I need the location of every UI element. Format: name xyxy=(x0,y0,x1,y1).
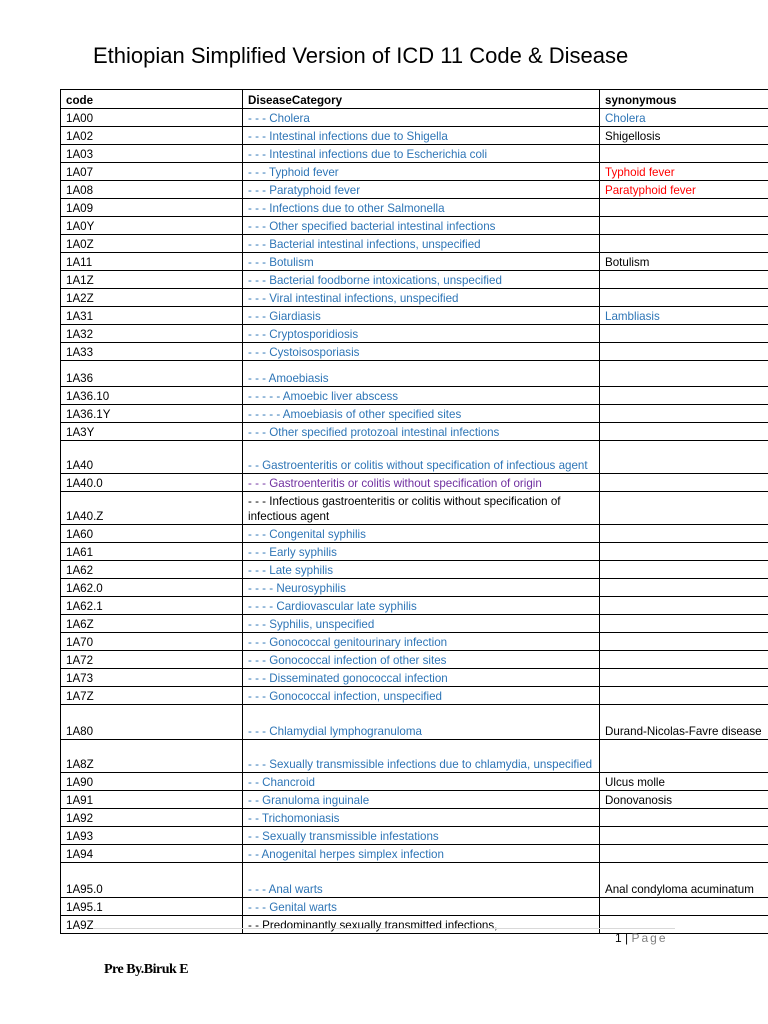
synonymous-cell xyxy=(600,289,768,307)
disease-category-cell: - - Sexually transmissible infestations xyxy=(243,827,600,845)
table-row xyxy=(61,525,768,543)
code-cell: 1A90 xyxy=(61,773,243,791)
table-row xyxy=(61,423,768,441)
code-cell: 1A32 xyxy=(61,325,243,343)
code-cell: 1A9Z xyxy=(61,916,243,934)
disease-category-cell: - - - Viral intestinal infections, unspecified xyxy=(243,289,600,307)
synonymous-cell xyxy=(600,343,768,361)
table-row xyxy=(61,845,768,863)
table-row xyxy=(61,669,768,687)
synonymous-cell xyxy=(600,740,768,773)
table-row xyxy=(61,145,768,163)
code-cell: 1A33 xyxy=(61,343,243,361)
code-cell: 1A73 xyxy=(61,669,243,687)
code-cell: 1A62.1 xyxy=(61,597,243,615)
code-cell: 1A8Z xyxy=(61,740,243,773)
disease-category-cell: - - - Cholera xyxy=(243,109,600,127)
synonymous-cell: Cholera xyxy=(600,109,768,127)
disease-category-cell: - - - Cystoisosporiasis xyxy=(243,343,600,361)
synonymous-cell xyxy=(600,235,768,253)
table-row xyxy=(61,827,768,845)
table-row xyxy=(61,579,768,597)
table-row xyxy=(61,773,768,791)
page-number xyxy=(615,931,668,945)
code-cell: 1A03 xyxy=(61,145,243,163)
disease-category-cell: - - - Anal warts xyxy=(243,863,600,898)
code-cell: 1A11 xyxy=(61,253,243,271)
disease-category-cell: - - - Early syphilis xyxy=(243,543,600,561)
table-row xyxy=(61,863,768,898)
table-row xyxy=(61,405,768,423)
code-cell: 1A08 xyxy=(61,181,243,199)
code-cell: 1A95.1 xyxy=(61,898,243,916)
table-row xyxy=(61,289,768,307)
table-row xyxy=(61,163,768,181)
synonymous-cell xyxy=(600,845,768,863)
page-separator: | xyxy=(621,931,632,945)
synonymous-cell xyxy=(600,361,768,387)
table-row xyxy=(61,343,768,361)
synonymous-cell: Paratyphoid fever xyxy=(600,181,768,199)
disease-category-cell: - - - Bacterial foodborne intoxications, unspecified xyxy=(243,271,600,289)
synonymous-cell: Durand-Nicolas-Favre disease xyxy=(600,705,768,740)
synonymous-cell: Anal condyloma acuminatum xyxy=(600,863,768,898)
synonymous-cell xyxy=(600,271,768,289)
synonymous-cell: Botulism xyxy=(600,253,768,271)
disease-category-cell: - - - Congenital syphilis xyxy=(243,525,600,543)
code-cell: 1A40.Z xyxy=(61,492,243,525)
table-row xyxy=(61,127,768,145)
disease-category-cell: - - - Disseminated gonococcal infection xyxy=(243,669,600,687)
synonymous-cell: Ulcus molle xyxy=(600,773,768,791)
header-synonymous: synonymous xyxy=(600,90,768,109)
disease-category-cell: - - - Sexually transmissible infections due to chlamydia, unspecified xyxy=(243,740,600,773)
synonymous-cell xyxy=(600,687,768,705)
synonymous-cell: Lambliasis xyxy=(600,307,768,325)
code-cell: 1A60 xyxy=(61,525,243,543)
page-number-value: 1 xyxy=(615,931,622,945)
disease-category-cell: - - - Giardiasis xyxy=(243,307,600,325)
table-row xyxy=(61,633,768,651)
disease-category-cell: - - - Typhoid fever xyxy=(243,163,600,181)
synonymous-cell xyxy=(600,492,768,525)
code-cell: 1A91 xyxy=(61,791,243,809)
synonymous-cell xyxy=(600,898,768,916)
code-cell: 1A31 xyxy=(61,307,243,325)
disease-category-cell: - - - Cryptosporidiosis xyxy=(243,325,600,343)
code-cell: 1A07 xyxy=(61,163,243,181)
synonymous-cell xyxy=(600,525,768,543)
author-signature: Pre By.Biruk E xyxy=(104,962,189,977)
table-row xyxy=(61,791,768,809)
synonymous-cell xyxy=(600,199,768,217)
synonymous-cell xyxy=(600,474,768,492)
synonymous-cell xyxy=(600,423,768,441)
disease-category-cell: - - - Infectious gastroenteritis or colitis without specification of infectious agent xyxy=(243,492,600,525)
synonymous-cell: Typhoid fever xyxy=(600,163,768,181)
table-row xyxy=(61,543,768,561)
footer-divider xyxy=(93,928,675,929)
code-cell: 1A1Z xyxy=(61,271,243,289)
code-cell: 1A70 xyxy=(61,633,243,651)
code-cell: 1A02 xyxy=(61,127,243,145)
table-row xyxy=(61,651,768,669)
table-row xyxy=(61,181,768,199)
table-row xyxy=(61,809,768,827)
document-title: Ethiopian Simplified Version of ICD 11 Code & Disease xyxy=(93,43,629,68)
synonymous-cell xyxy=(600,615,768,633)
disease-category-cell: - - - Other specified protozoal intestinal infections xyxy=(243,423,600,441)
code-cell: 1A40 xyxy=(61,441,243,474)
disease-category-cell: - - - Late syphilis xyxy=(243,561,600,579)
synonymous-cell: Donovanosis xyxy=(600,791,768,809)
table-row xyxy=(61,361,768,387)
synonymous-cell xyxy=(600,543,768,561)
table-row xyxy=(61,687,768,705)
table-row xyxy=(61,474,768,492)
synonymous-cell xyxy=(600,387,768,405)
disease-category-cell: - - - Other specified bacterial intestinal infections xyxy=(243,217,600,235)
synonymous-cell xyxy=(600,325,768,343)
table-row xyxy=(61,441,768,474)
code-cell: 1A62.0 xyxy=(61,579,243,597)
code-cell: 1A0Y xyxy=(61,217,243,235)
table-row xyxy=(61,740,768,773)
code-cell: 1A72 xyxy=(61,651,243,669)
disease-category-cell: - - Anogenital herpes simplex infection xyxy=(243,845,600,863)
disease-category-cell: - - Granuloma inguinale xyxy=(243,791,600,809)
code-cell: 1A6Z xyxy=(61,615,243,633)
icd-code-table xyxy=(60,89,768,934)
disease-category-cell: - - - Intestinal infections due to Escherichia coli xyxy=(243,145,600,163)
synonymous-cell xyxy=(600,809,768,827)
table-row xyxy=(61,597,768,615)
disease-category-cell: - - - - - Amoebiasis of other specified sites xyxy=(243,405,600,423)
table-row xyxy=(61,271,768,289)
disease-category-cell: - - Predominantly sexually transmitted infections, xyxy=(243,916,600,934)
disease-category-cell: - - - Genital warts xyxy=(243,898,600,916)
table-row xyxy=(61,199,768,217)
header-disease-category: DiseaseCategory xyxy=(243,90,600,109)
synonymous-cell xyxy=(600,633,768,651)
table-row xyxy=(61,387,768,405)
disease-category-cell: - - - - Cardiovascular late syphilis xyxy=(243,597,600,615)
code-cell: 1A62 xyxy=(61,561,243,579)
code-cell: 1A7Z xyxy=(61,687,243,705)
code-cell: 1A40.0 xyxy=(61,474,243,492)
code-cell: 1A36 xyxy=(61,361,243,387)
table-row xyxy=(61,561,768,579)
table-row xyxy=(61,325,768,343)
disease-category-cell: - - Gastroenteritis or colitis without specification of infectious agent xyxy=(243,441,600,474)
table-row xyxy=(61,109,768,127)
code-cell: 1A95.0 xyxy=(61,863,243,898)
synonymous-cell xyxy=(600,669,768,687)
synonymous-cell xyxy=(600,145,768,163)
disease-category-cell: - - - - Neurosyphilis xyxy=(243,579,600,597)
code-cell: 1A92 xyxy=(61,809,243,827)
disease-category-cell: - - - Botulism xyxy=(243,253,600,271)
disease-category-cell: - - Trichomoniasis xyxy=(243,809,600,827)
table-row xyxy=(61,492,768,525)
disease-category-cell: - - - Intestinal infections due to Shigella xyxy=(243,127,600,145)
code-cell: 1A09 xyxy=(61,199,243,217)
header-code: code xyxy=(61,90,243,109)
synonymous-cell xyxy=(600,441,768,474)
table-row xyxy=(61,615,768,633)
page-label: Page xyxy=(631,931,668,945)
synonymous-cell xyxy=(600,217,768,235)
code-cell: 1A94 xyxy=(61,845,243,863)
code-cell: 1A3Y xyxy=(61,423,243,441)
table-row xyxy=(61,307,768,325)
code-cell: 1A93 xyxy=(61,827,243,845)
disease-category-cell: - - - Gonococcal infection of other sites xyxy=(243,651,600,669)
synonymous-cell xyxy=(600,579,768,597)
code-cell: 1A36.10 xyxy=(61,387,243,405)
code-cell: 1A61 xyxy=(61,543,243,561)
table-header-row xyxy=(61,90,768,109)
synonymous-cell: Shigellosis xyxy=(600,127,768,145)
synonymous-cell xyxy=(600,405,768,423)
disease-category-cell: - - - - - Amoebic liver abscess xyxy=(243,387,600,405)
disease-category-cell: - - - Gonococcal infection, unspecified xyxy=(243,687,600,705)
disease-category-cell: - - - Gonococcal genitourinary infection xyxy=(243,633,600,651)
disease-category-cell: - - - Infections due to other Salmonella xyxy=(243,199,600,217)
disease-category-cell: - - - Gastroenteritis or colitis without specification of origin xyxy=(243,474,600,492)
disease-category-cell: - - - Paratyphoid fever xyxy=(243,181,600,199)
synonymous-cell xyxy=(600,597,768,615)
code-cell: 1A36.1Y xyxy=(61,405,243,423)
code-cell: 1A80 xyxy=(61,705,243,740)
disease-category-cell: - - Chancroid xyxy=(243,773,600,791)
synonymous-cell xyxy=(600,561,768,579)
disease-category-cell: - - - Amoebiasis xyxy=(243,361,600,387)
code-cell: 1A2Z xyxy=(61,289,243,307)
table-row xyxy=(61,705,768,740)
synonymous-cell xyxy=(600,827,768,845)
code-cell: 1A0Z xyxy=(61,235,243,253)
table-row xyxy=(61,235,768,253)
code-cell: 1A00 xyxy=(61,109,243,127)
disease-category-cell: - - - Bacterial intestinal infections, unspecified xyxy=(243,235,600,253)
synonymous-cell xyxy=(600,651,768,669)
table-row xyxy=(61,217,768,235)
table-row xyxy=(61,253,768,271)
table-row xyxy=(61,898,768,916)
disease-category-cell: - - - Chlamydial lymphogranuloma xyxy=(243,705,600,740)
disease-category-cell: - - - Syphilis, unspecified xyxy=(243,615,600,633)
